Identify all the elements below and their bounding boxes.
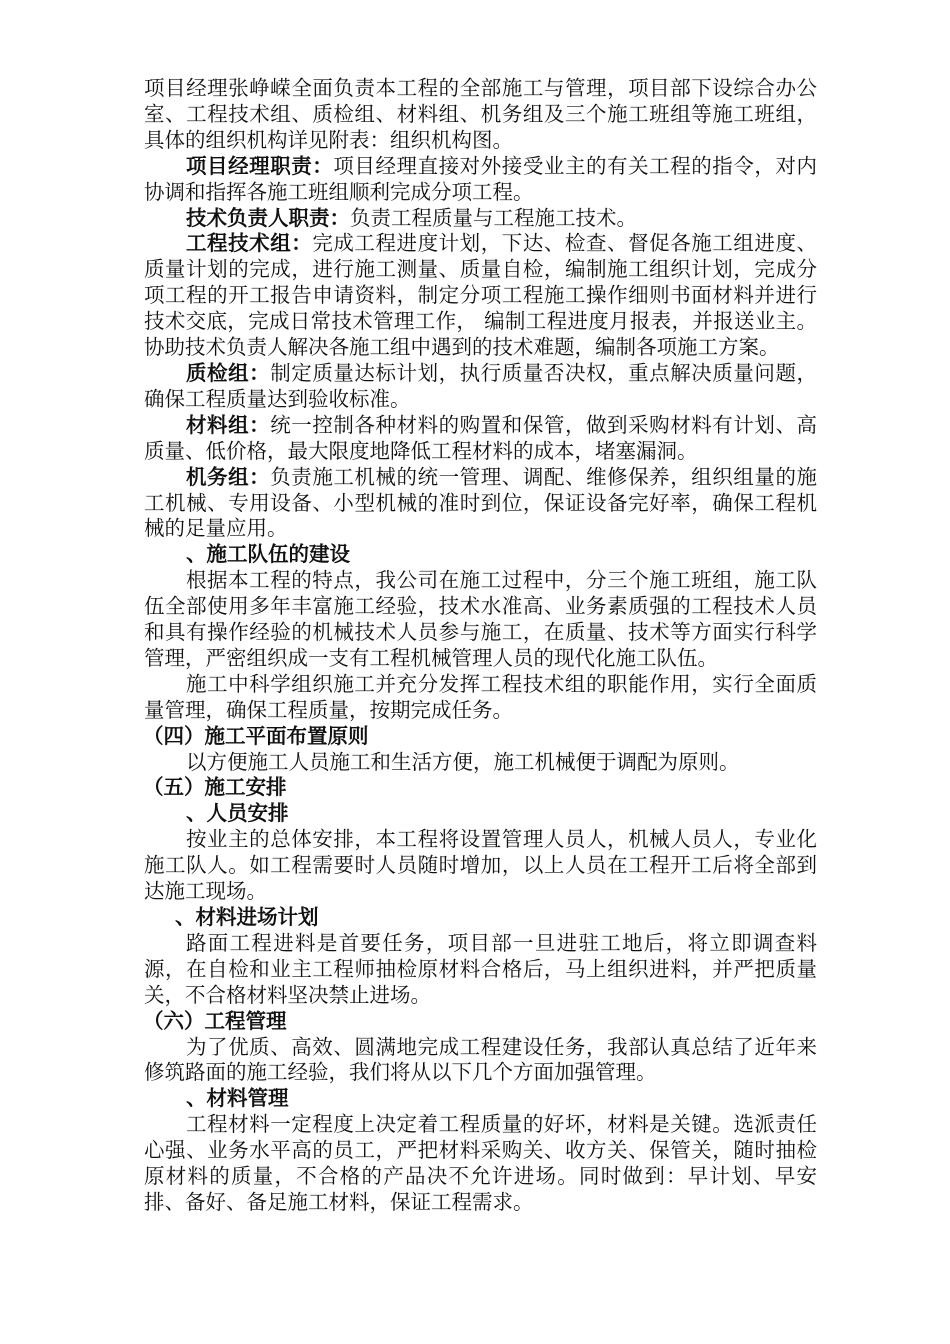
label-materials-team: 材料组： (186, 412, 271, 437)
label-technical-lead-duties: 技术负责人职责： (186, 205, 350, 230)
paragraph-technical-lead-duties (144, 206, 817, 232)
heading-material-schedule: 、材料进场计划 (175, 905, 319, 929)
label-quality-team: 质检组： (186, 360, 271, 385)
heading-construction-arrangement: （五）施工安排 (143, 775, 287, 800)
paragraph-machinery-team (144, 465, 817, 543)
paragraph-staffing: 按业主的总体安排，本工程将设置管理人员人，机械人员人，专业化施工队人。如工程需要时人员随时增加，以上人员在工程开工后将全部到达施工现场。 (144, 827, 817, 904)
text-project-manager-duties: 项目经理直接对外接受业主的有关工程的指令，对内协调和指挥各施工班组顺利完成分项工程。 (144, 153, 818, 204)
paragraph-project-management: 为了优质、高效、圆满地完成工程建设任务，我部认真总结了近年来修筑路面的施工经验，我们将从以下几个方面加强管理。 (144, 1034, 817, 1085)
paragraph-material-management: 工程材料一定程度上决定着工程质量的好坏，材料是关键。选派责任心强、业务水平高的员工，严把材料采购关、收方关、保管关，随时抽检原材料的质量，不合格的产品决不允许进场。同时做到：早计划、早安排、备好、备足施工材料，保证工程需求。 (144, 1112, 817, 1214)
paragraph-project-manager-duties (144, 154, 817, 206)
heading-material-management: 、材料管理 (186, 1086, 289, 1111)
text-technical-lead-duties: 负责工程质量与工程施工技术。 (350, 205, 637, 230)
label-engineering-team: 工程技术组： (186, 231, 313, 256)
paragraph-materials-team (144, 413, 817, 465)
paragraph-material-schedule: 路面工程进料是首要任务，项目部一旦进驻工地后，将立即调查料源，在自检和业主工程师抽检原材料合格后，马上组织进料，并严把质量关，不合格材料坚决禁止进场。 (144, 930, 817, 1007)
paragraph-engineering-team (144, 231, 817, 361)
label-project-manager-duties: 项目经理职责： (186, 153, 334, 178)
paragraph-organization: 项目经理张峥嵘全面负责本工程的全部施工与管理，项目部下设综合办公室、工程技术组、质检组、材料组、机务组及三个施工班组等施工班组，具体的组织机构详见附表：组织机构图。 (144, 76, 817, 152)
heading-site-layout: （四）施工平面布置原则 (143, 723, 369, 748)
heading-team-building: 、施工队伍的建设 (186, 542, 350, 567)
heading-staffing: 、人员安排 (186, 801, 289, 826)
paragraph-site-layout: 以方便施工人员施工和生活方便，施工机械便于调配为原则。 (186, 749, 740, 774)
text-materials-team: 统一控制各种材料的购置和保管，做到采购材料有计划、高质量、低价格，最大限度地降低工程材料的成本，堵塞漏洞。 (144, 412, 818, 463)
text-engineering-team: 完成工程进度计划，下达、检查、督促各施工组进度、质量计划的完成，进行施工测量、质量自检，编制施工组织计划，完成分项工程的开工报告申请资料，制定分项工程施工操作细则书面材料并进行技术交底，完成日常技术管理工作， 编制工程进度月报表，并报送业主。协助技术负责人解决各施工组中遇到的技术难题，编制各项施工方案。 (144, 231, 818, 360)
label-machinery-team: 机务组： (186, 464, 271, 489)
heading-project-management: （六）工程管理 (143, 1008, 287, 1033)
paragraph-team-building: 根据本工程的特点，我公司在施工过程中，分三个施工班组，施工队伍全部使用多年丰富施工经验，技术水准高、业务素质强的工程技术人员和具有操作经验的机械技术人员参与施工，在质量、技术等方面实行科学管理，严密组织成一支有工程机械管理人员的现代化施工队伍。 (144, 568, 817, 670)
text-machinery-team: 负责施工机械的统一管理、调配、维修保养，组织组量的施工机械、专用设备、小型机械的准时到位，保证设备完好率，确保工程机械的足量应用。 (144, 464, 818, 541)
text-quality-team: 制定质量达标计划，执行质量否决权，重点解决质量问题，确保工程质量达到验收标准。 (144, 360, 818, 411)
paragraph-quality-management: 施工中科学组织施工并充分发挥工程技术组的职能作用，实行全面质量管理，确保工程质量，按期完成任务。 (144, 671, 817, 722)
paragraph-quality-team (144, 361, 817, 413)
